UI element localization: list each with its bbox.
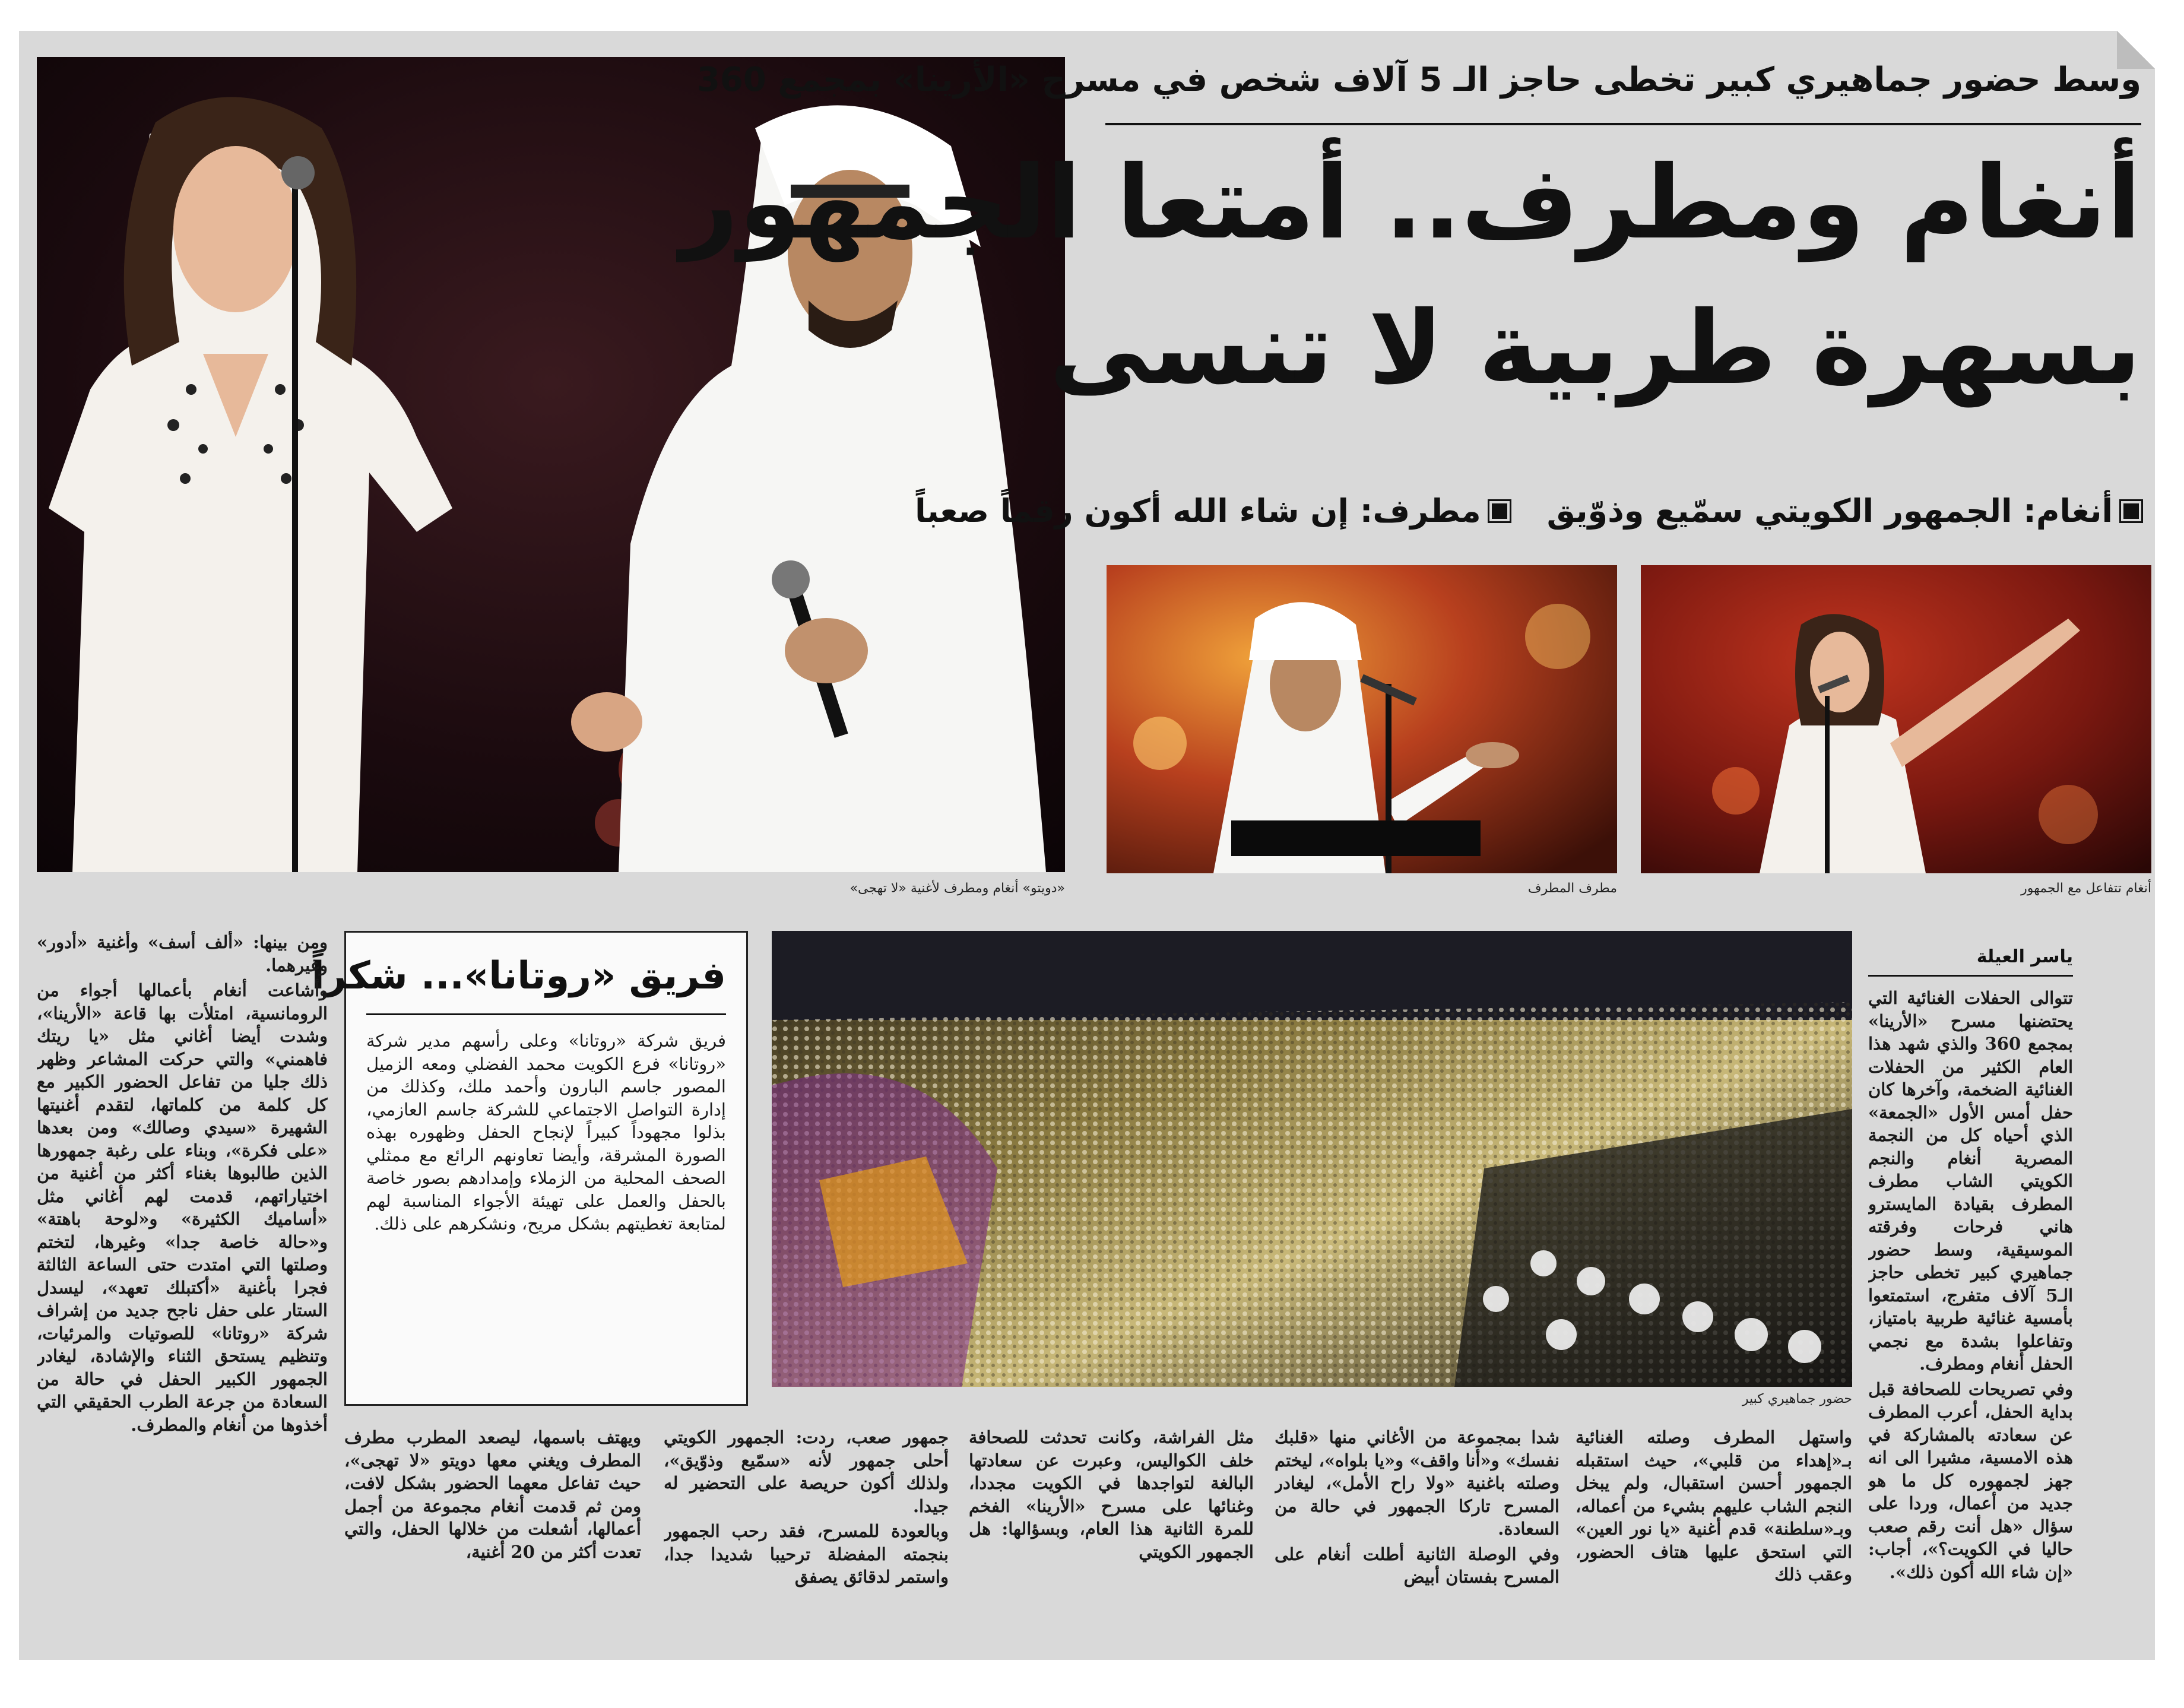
article-column-3: شدا بمجموعة من الأغاني منها «قلبك نفسك» و«أنا واقف» و«يا بلواه»، ليختم وصلته باغنية «ولا راح الأمل»، ليغادر المسرح تاركا الجمهور في حالة من السعادة. وفي الوصلة الثانية أطلت أنغام على المسرح بفستان أبيض [1275,1427,1559,1587]
mutref-singing-photo-icon [1107,565,1617,873]
crowd-photo-caption: حضور جماهيري كبير [1742,1392,1852,1406]
kicker-rule [1105,123,2141,125]
headline-line-1: أنغام ومطرف.. أمتعا الجمهور [680,144,2141,262]
deck-item-angham: أنغام: الجمهور الكويتي سمّيع وذوّيق [1547,487,2141,535]
box-title-rule [366,1013,726,1015]
headline-line-2: بسهرة طربية لا تنسى [1049,290,2141,407]
rotana-thanks-box [311,931,748,1406]
byline-rule [1868,975,2073,977]
newspaper-page [19,31,2155,1660]
article-column-5: جمهور صعب، ردت: الجمهور الكويتي أحلى جمهور لأنه «سمّيع وذوّيق»، ولذلك أكون حريصة على التحضير له جيدا. وبالعودة للمسرح، فقد رحب الجمهور بنجمته المفضلة ترحيبا شديدا جدا، واستمر لدقائق يصفق [664,1427,949,1587]
angham-waving-photo-icon [1641,565,2151,873]
article-column-2: واستهل المطرف وصلته الغنائية بـ«إهداء من قلبي»، حيث استقبله الجمهور أحسن استقبال، ولم يبخل النجم الشاب عليهم بشيء من أعماله، وبـ«سلطنة» قدم أغنية «يا نور العين» التي استحق عليها هتاف الحضور، وعقب ذلك [1576,1427,1852,1585]
deck [915,487,2141,534]
mutref-photo [1107,565,1617,873]
angham-photo-caption: أنغام تتفاعل مع الجمهور [2021,881,2151,896]
square-bullet-icon [2121,501,2141,521]
main-photo-caption: «دويتو» أنغام ومطرف لأغنية «لا تهجى» [849,881,1065,896]
article-column-7: ومن بينها: «ألف أسف» وأغنية «أدور» وغيرهما. وأشاعت أنغام بأعمالها أجواء من الرومانسية، امتلأت بها قاعة «الأرينا»، وشدت أيضا أغاني مثل «يا ريتك فاهمني» والتي حركت المشاعر وظهر ذلك جليا من تفاعل الحضور الكبير مع كل كلمة من كلماتها، لتقدم أغنيتها الشهيرة «سيدي وصالك» ومن بعدها «على فكرة»، وبناء على رغبة جمهورها الذين طالبوها بغناء أكثر من أغنية من اختياراتهم، قدمت لهم أغاني مثل «أساميك الكثيرة» و«لوحة باهتة» و«حالة خاصة جدا» وغيرها، لتختم وصلتها التي امتدت حتى الساعة الثالثة فجرا بأغنية «أكتبلك تعهد»، ليسدل الستار على حفل ناجح جديد من إشراف شركة «روتانا» للصوتيات والمرئيات، وتنظيم يستحق الثناء والإشادة، ليغادر الجمهور الكبير الحفل في حالة من السعادة من جرعة الطرب الحقيقي التي أخذوها من أنغام والمطرف. [37,932,328,1435]
byline: ياسر العيلة [1976,946,2073,967]
crowd-photo [772,931,1852,1387]
mutref-photo-caption: مطرف المطرف [1527,881,1617,896]
kicker: وسط حضور جماهيري كبير تخطى حاجز الـ 5 آلاف شخص في مسرح «الأرينا» بمجمع 360 [696,61,2141,99]
angham-photo [1641,565,2151,873]
article-column-1: تتوالى الحفلات الغنائية التي يحتضنها مسرح «الأرينا» بمجمع 360 والذي شهد هذا العام الكثير من الحفلات الغنائية الضخمة، وآخرها كان حفل أمس الأول «الجمعة» الذي أحياه كل من النجمة المصرية أنغام والنجم الكويتي الشاب مطرف المطرف بقيادة المايسترو هاني فرحات وفرقته الموسيقية، وسط حضور جماهيري كبير تخطى حاجز الـ5 آلاف متفرج، استمتعوا بأمسية غنائية طربية بامتياز، وتفاعلوا بشدة مع نجمي الحفل أنغام ومطرف. وفي تصريحات للصحافة قبل بداية الحفل، أعرب المطرف عن سعادته بالمشاركة في هذه الامسية، مشيرا الى انه جهز لجمهوره كل ما هو جديد من أعمال، وردا على سؤال «هل أنت رقم صعب حاليا في الكويت؟»، أجاب: «إن شاء الله أكون ذلك». [1868,988,2073,1582]
box-title: فريق «روتانا»... شكراً [311,954,726,998]
article-column-4: مثل الفراشة، وكانت تحدثت للصحافة خلف الكواليس، وعبرت عن سعادتها البالغة لتواجدها في الكويت مجددا، وغنائها على مسرح «الأرينا» الفخم للمرة الثانية هذا العام، وبسؤالها: هل الجمهور الكويتي [969,1427,1254,1562]
article-column-6: ويهتف باسمها، ليصعد المطرب مطرف المطرف ويغني معها دويتو «لا تهجى»، حيث تفاعل معهما الحضور بشكل لافت، ومن ثم قدمت أنغام مجموعة من أجمل أعمالها، أشعلت من خلالها الحفل، والتي تعدت أكثر من 20 أغنية، [344,1427,641,1562]
deck-item-mutref: مطرف: إن شاء الله أكون رقماً صعباً [915,487,1510,535]
arena-crowd-photo-icon [772,931,1852,1387]
box-body: فريق شركة «روتانا» وعلى رأسهم مدير شركة «روتانا» فرع الكويت محمد الفضلي ومعه الزميل المصور جاسم البارون وأحمد ملك، وكذلك من إدارة التواصل الاجتماعي للشركة جاسم العازمي، بذلوا مجهوداً كبيراً لإنجاح الحفل وظهوره بهذه الصورة المشرقة، وأيضا تعاونهم الرائع مع ممثلي الصحف المحلية من الزملاء وإمدادهم بصور خاصة بالحفل والعمل على تهيئة الأجواء المناسبة لهم لمتابعة تغطيتهم بشكل مريح، ونشكرهم على ذلك. [366,1031,726,1234]
square-bullet-icon [1489,501,1510,521]
